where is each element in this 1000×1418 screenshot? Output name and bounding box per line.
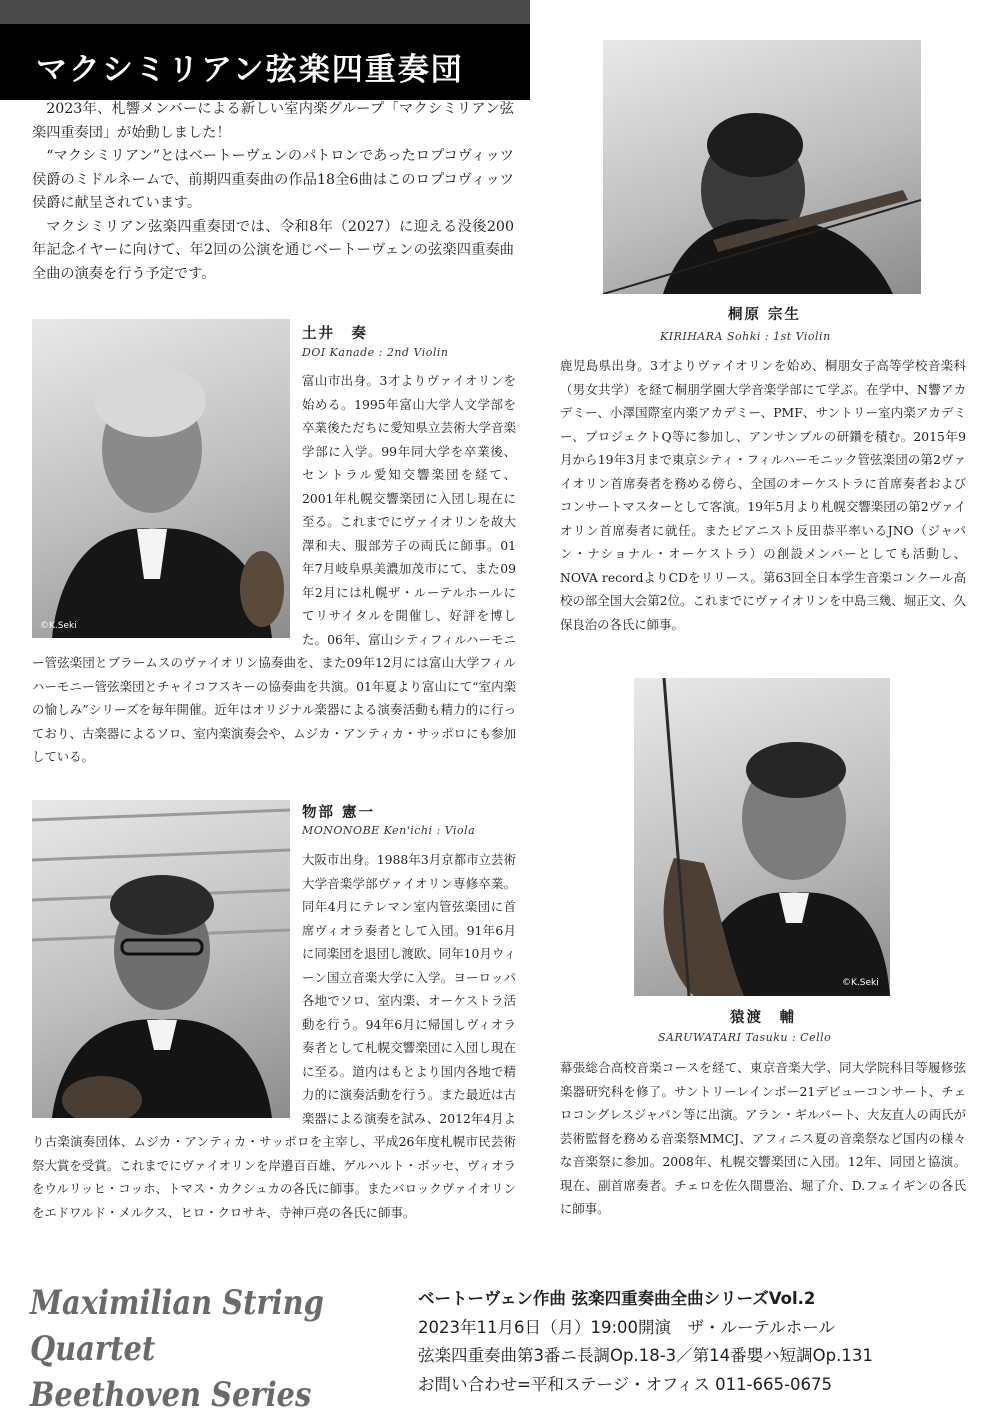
saruwatari-role: SARUWATARI Tasuku : Cello <box>658 1031 832 1044</box>
mononobe-role: MONONOBE Ken'ichi : Viola <box>302 824 476 837</box>
logo-line-2: Beethoven Series <box>30 1375 312 1415</box>
mononobe-bio <box>32 848 516 1224</box>
photo-credit: ©K.Seki <box>842 978 879 988</box>
kirihara-bio: 鹿児島県出身。3才よりヴァイオリンを始め、桐朋女子高等学校音楽科（男女共学）を経て桐朋学園大学音楽学部にて学ぶ。在学中、N響アカデミー、小澤国際室内楽アカデミー、PMF、サントリー室内楽アカデミー、プロジェクトQ等に参加し、アンサンブルの研鑽を積む。2015年9月から19年3月まで東京シティ・フィルハーモニック管弦楽団の第2ヴァイオリン首席奏者を務める傍ら、全国のオーケストラに首席奏者およびコンサートマスターとして客演。19年5月より札幌交響楽団の第2ヴァイオリン首席奏者に就任。またピアニスト反田恭平率いるJNO（ジャパン・ナショナル・オーケストラ）の創設メンバーとしても活動し、NOVA recordよりCDをリリース。第63回全日本学生音楽コンクール高校の部全国大会第2位。これまでにヴァイオリンを中島三幾、堀正文、久保良治の各氏に師事。 <box>560 358 966 632</box>
mononobe-name: 物部 憲一 <box>302 805 376 821</box>
photo-credit: ©K.Seki <box>40 621 77 631</box>
intro-paragraph: マクシミリアン弦楽四重奏団では、令和8年（2027）に迎える没後200年記念イヤーに向けて、年2回の公演を通じベートーヴェンの弦楽四重奏曲全曲の演奏を行う予定です。 <box>32 218 514 282</box>
doi-bio <box>32 369 516 769</box>
doi-name: 土井 奏 <box>302 326 368 342</box>
cellist-portrait <box>634 678 890 996</box>
event-info <box>418 1285 978 1399</box>
intro-paragraph: 2023年、札響メンバーによる新しい室内楽グループ「マクシミリアン弦楽四重奏団」が始動しました！ <box>32 101 514 141</box>
violinist-portrait <box>603 40 921 294</box>
intro-text <box>32 98 514 286</box>
kirihara-name: 桐原 宗生 <box>728 307 802 323</box>
title-band <box>0 0 530 100</box>
title-band-strip <box>0 0 530 24</box>
event-contact: お問い合わせ=平和ステージ・オフィス 011-665-0675 <box>418 1374 832 1394</box>
mononobe-bio-text: 大阪市出身。1988年3月京都市立芸術大学音楽学部ヴァイオリン専修卒業。同年4月にテレマン室内管弦楽団に首席ヴィオラ奏者として入団。91年6月に同楽団を退団し渡欧、同年10月ウィーン国立音楽大学に入学。ヨーロッパ各地でソロ、室内楽、オーケストラ活動を行う。94年6月に帰国しヴィオラ奏者として札幌交響楽団に入団し現在に至る。道内はもとより国内各地で精力的に演奏活動を行う。また最近は古楽器による演奏を試み、2012年4月より古楽演奏団体、ムジカ・アンティカ・サッポロを主宰し、平成26年度札幌市民芸術祭大賞を受賞。これまでにヴァイオリンを岸邉百百雄、ゲルハルト・ボッセ、ヴィオラをウルリッヒ・コッホ、トマス・カクシュカの各氏に師事。またバロックヴァイオリンをエドワルド・メルクス、ヒロ・クロサキ、寺神戸亮の各氏に師事。 <box>32 852 516 1220</box>
doi-bio-text: 富山市出身。3才よりヴァイオリンを始める。1995年富山大学人文学部を卒業後ただちに愛知県立芸術大学音楽学部に入学。99年同大学を卒業後、セントラル愛知交響楽団を経て、2001年札幌交響楽団に入団し現在に至る。これまでにヴァイオリンを故大澤和夫、服部芳子の両氏に師事。01年7月岐阜県美濃加茂市にて、また09年2月には札幌ザ・ルーテルホールにてリサイタルを開催し、好評を博した。06年、富山シティフィルハーモニー管弦楽団とブラームスのヴァイオリン協奏曲を、また09年12月には富山大学フィルハーモニー管弦楽団とチャイコフスキーの協奏曲を共演。01年夏より富山にて“室内楽の愉しみ”シリーズを毎年開催。近年はオリジナル楽器による演奏活動も精力的に行っており、古楽器によるソロ、室内楽演奏会や、ムジカ・アンティカ・サッポロにも参加している。 <box>32 373 516 764</box>
saruwatari-bio: 幕張総合高校音楽コースを経て、東京音楽大学、同大学院科目等履修弦楽器研究科を修了。サントリーレインボー21デビューコンサート、チェロコングレスジャパン等に出演。アラン・ギルバート、大友直人の両氏が芸術監督を務める音楽祭MMCJ、アフィニス夏の音楽祭など国内の様々な音楽祭に参加。2008年、札幌交響楽団に入団。12年、同団と協演。現在、副首席奏者。チェロを佐久間豊治、堀了介、D.フェイギンの各氏に師事。 <box>560 1060 966 1216</box>
event-program: 弦楽四重奏曲第3番ニ長調Op.18-3／第14番嬰ハ短調Op.131 <box>418 1346 873 1365</box>
page-title: マクシミリアン弦楽四重奏団 <box>36 52 464 88</box>
event-series: ベートーヴェン作曲 弦楽四重奏曲全曲シリーズVol.2 <box>418 1289 816 1308</box>
kirihara-photo <box>603 40 921 294</box>
saruwatari-photo <box>634 678 890 996</box>
series-logo <box>30 1280 345 1418</box>
intro-paragraph: “マクシミリアン”とはベートーヴェンのパトロンであったロプコヴィッツ侯爵のミドルネームで、前期四重奏曲の作品18全6曲はこのロプコヴィッツ侯爵に献呈されています。 <box>32 148 514 211</box>
kirihara-role: KIRIHARA Sohki : 1st Violin <box>660 330 831 343</box>
saruwatari-name: 猿渡 輔 <box>730 1010 796 1026</box>
text-wrap-spacer <box>32 848 302 1122</box>
text-wrap-spacer <box>32 369 302 643</box>
event-datetime: 2023年11月6日（月）19:00開演 ザ・ルーテルホール <box>418 1317 835 1337</box>
doi-role: DOI Kanade : 2nd Violin <box>302 346 449 359</box>
logo-line-1: Maximilian String Quartet <box>30 1283 324 1369</box>
